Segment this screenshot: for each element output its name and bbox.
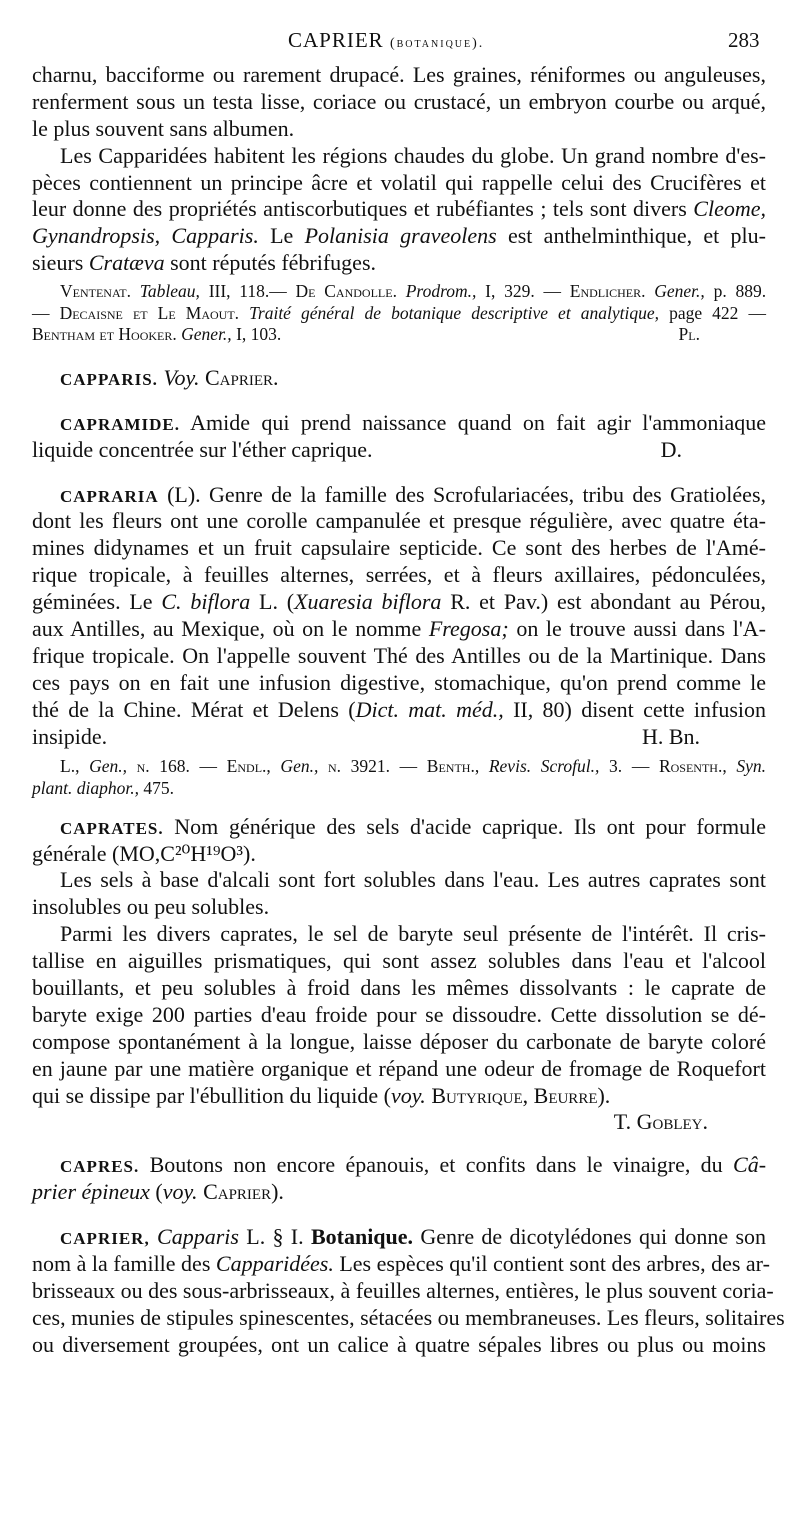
text-span: qui se dissipe par l'ébullition du liquide ( — [32, 1082, 391, 1108]
text-span: Gener., — [654, 281, 705, 302]
text-span: Syn. — [726, 756, 766, 777]
text-span: Caprier). — [203, 1179, 284, 1205]
page-number: 283 — [728, 28, 760, 52]
text-span: géminées. Le — [32, 589, 153, 615]
text-line — [32, 1179, 766, 1206]
text-span: Genre de dicotylédones qui donne son — [420, 1224, 767, 1250]
page-header — [0, 28, 800, 58]
text-span: n. 168. — Endl., — [126, 756, 271, 777]
reference-line — [32, 281, 766, 303]
text-span: Cleome, — [693, 196, 766, 222]
text-line — [32, 223, 766, 250]
text-line: ces, munies de stipules spinescentes, sétacées ou membraneuses. Les fleurs, solitaires — [32, 1304, 785, 1330]
running-title — [288, 28, 484, 53]
text-line: dont les fleurs ont une corolle campanulée et presque régulière, avec quatre éta- — [32, 508, 766, 534]
text-line: rique tropicale, à feuilles alternes, serrées, et à fleurs axillaires, pédonculées, — [32, 562, 766, 588]
entry-capramide — [32, 410, 766, 437]
text-span: Gener., — [181, 324, 232, 345]
text-line — [32, 589, 766, 616]
text-line — [32, 724, 766, 751]
text-span: Le — [270, 223, 294, 249]
text-span: Capparis — [157, 1224, 239, 1250]
text-span: (L). Genre de la famille des Scrofulariacées, tribu des Gratiolées, — [167, 481, 766, 507]
entry-caprier — [32, 1224, 766, 1251]
text-line: générale (MO,C²⁰H¹⁹O³). — [32, 840, 256, 866]
text-span: Cratæva — [88, 250, 165, 276]
author-signature: H. Bn. — [641, 723, 700, 749]
text-line: pèces contiennent un principe âcre et volatil qui rappelle celui des Crucifères et — [32, 169, 766, 195]
text-span: p. 889. — [713, 281, 767, 302]
text-line: insolubles ou peu solubles. — [32, 894, 270, 920]
text-line: tallise en aiguilles prismatiques, qui sont assez solubles dans l'eau et l'alcool — [32, 948, 766, 974]
text-line — [32, 250, 766, 277]
text-span: 475. — [138, 778, 174, 799]
text-span: nom à la famille des — [32, 1251, 211, 1277]
text-span: on le trouve aussi dans l'A- — [516, 616, 767, 642]
text-span: III, 118.— De Candolle. — [208, 281, 397, 302]
text-span: liquide concentrée sur l'éther caprique. — [32, 436, 373, 462]
text-span: page 422 — — [669, 302, 767, 323]
text-line: ces pays on en fait une infusion digestive, stomachique, qu'on prend comme le — [32, 669, 766, 695]
text-span: Gynandropsis, — [32, 223, 161, 249]
text-span: Butyrique, Beurre). — [431, 1082, 611, 1108]
text-line — [32, 697, 766, 724]
text-line: brisseaux ou des sous-arbrisseaux, à feuilles alternes, entières, le plus souvent coria- — [32, 1277, 774, 1303]
text-line: mines didynames et un fruit capsulaire septicide. Ce sont des herbes de l'Amé- — [32, 535, 766, 561]
text-span: C. biflora — [161, 589, 251, 615]
text-span: Polanisia graveolens — [304, 223, 497, 249]
text-span: I, 103. — [236, 324, 282, 345]
text-span: Bentham et Hooker. — [32, 324, 177, 345]
text-line: frique tropicale. On l'appelle souvent Thé des Antilles ou de la Martinique. Dans — [32, 642, 766, 668]
text-line: baryte exige 200 parties d'eau froide pour se dissoudre. Cette dissolution se dé- — [32, 1001, 766, 1027]
text-span: Gen., — [89, 756, 127, 777]
text-span: insipide. — [32, 723, 108, 749]
author-signature: T. Gobley. — [613, 1109, 708, 1135]
text-span: Boutons non encore épanouis, et confits dans le vinaigre, du — [149, 1152, 723, 1178]
text-span: Les espèces qu'il contient sont des arbres, des ar- — [339, 1251, 770, 1277]
text-span: sieurs — [32, 250, 84, 276]
entry-headword: CAPRARIA — [60, 486, 159, 506]
running-subtitle: (botanique). — [389, 36, 485, 51]
text-line — [32, 437, 766, 464]
text-span: n. 3921. — Benth., — [318, 756, 480, 777]
entry-headword: CAPRAMIDE. — [60, 414, 181, 434]
text-span: R. et Pav.) est abondant au Pérou, — [450, 589, 767, 615]
text-line — [32, 1083, 766, 1110]
reference-line — [32, 756, 766, 778]
text-span: L. § I. — [246, 1224, 304, 1250]
text-span: Caprier. — [205, 364, 279, 390]
entry-caprates — [32, 814, 766, 841]
text-span: Fregosa; — [428, 616, 509, 642]
text-line: renferment sous un testa lisse, coriace ou crustacé, un embryon courbe ou arqué, — [32, 88, 766, 114]
reference-line — [32, 303, 766, 325]
text-span: sont réputés fébrifuges. — [170, 250, 377, 276]
entry-headword: CAPPARIS. — [60, 369, 158, 389]
text-line: bouillants, et peu solubles à froid dans les mêmes dissolvants : le caprate de — [32, 975, 766, 1001]
text-span: voy. — [390, 1082, 426, 1108]
page-body — [32, 62, 785, 1359]
text-line — [32, 616, 766, 643]
author-signature: Pl. — [678, 324, 700, 345]
entry-headword: CAPRES. — [60, 1157, 140, 1177]
text-line: le plus souvent sans albumen. — [32, 115, 295, 141]
text-line: charnu, bacciforme ou rarement drupacé. Les graines, réniformes ou anguleuses, — [32, 62, 766, 87]
text-span: Traité général de botanique descriptive et analytique, — [249, 302, 659, 323]
text-line: en jaune par une matière organique et répand une odeur de fromage de Roquefort — [32, 1055, 766, 1081]
text-line — [32, 1251, 770, 1278]
text-span: Amide qui prend naissance quand on fait agir l'ammoniaque — [190, 409, 766, 435]
text-span: Xuaresia biflora — [294, 589, 442, 615]
text-span: Tableau, — [139, 281, 200, 302]
text-span: Ventenat. — [60, 281, 132, 302]
text-span: Câ- — [733, 1152, 767, 1178]
text-span: Nom générique des sels d'acide caprique. Ils ont pour formule — [174, 813, 767, 839]
text-line: Parmi les divers caprates, le sel de baryte seul présente de l'intérêt. Il cris- — [60, 921, 766, 947]
text-span: ( — [155, 1179, 163, 1205]
text-span: Voy. — [163, 364, 200, 390]
text-span: Gen., — [270, 756, 319, 777]
text-span: II, 80) disent cette infusion — [513, 696, 767, 722]
text-span: — Decaisne et Le Maout. — [32, 302, 240, 323]
text-span: aux Antilles, au Mexique, où on le nomme — [32, 616, 422, 642]
text-span: 3. — Rosenth., — [599, 756, 727, 777]
text-line: ou diversement groupées, ont un calice à quatre sépales libres ou plus ou moins — [32, 1331, 766, 1357]
text-line: compose spontanément à la longue, laisse déposer du carbonate de baryte coloré — [32, 1028, 766, 1054]
text-line: Les sels à base d'alcali sont fort solubles dans l'eau. Les autres caprates sont — [60, 867, 766, 893]
author-signature: D. — [660, 436, 682, 462]
text-span: Revis. Scroful., — [479, 756, 600, 777]
entry-headword: CAPRIER, — [60, 1229, 150, 1249]
text-span: Dict. mat. méd., — [355, 696, 504, 722]
text-span: Prodrom., — [405, 281, 477, 302]
entry-capparis — [32, 365, 766, 392]
text-span: plant. diaphor., — [32, 778, 139, 799]
text-span: Capparidées. — [215, 1251, 334, 1277]
reference-line — [32, 324, 766, 346]
reference-line — [32, 778, 766, 800]
running-title-text: CAPRIER — [288, 28, 384, 52]
text-span: thé de la Chine. Mérat et Delens ( — [32, 696, 356, 722]
text-span: L. ( — [259, 589, 295, 615]
text-line — [32, 1109, 766, 1136]
text-line: Les Capparidées habitent les régions chaudes du globe. Un grand nombre d'es- — [60, 142, 766, 168]
text-span: Capparis. — [171, 223, 259, 249]
entry-capres — [32, 1152, 766, 1179]
text-span: Botanique. — [310, 1224, 414, 1250]
text-span: L., — [60, 756, 90, 777]
text-span: voy. — [162, 1179, 198, 1205]
entry-capraria — [32, 482, 766, 509]
text-span: leur donne des propriétés antiscorbutiques et rubéfiantes ; tels sont divers — [32, 196, 687, 222]
text-span: prier épineux — [32, 1179, 150, 1205]
entry-headword: CAPRATES. — [60, 818, 164, 838]
text-line — [32, 196, 766, 223]
text-span: est anthelminthique, et plu- — [507, 223, 766, 249]
text-span: I, 329. — Endlicher. — [485, 281, 646, 302]
